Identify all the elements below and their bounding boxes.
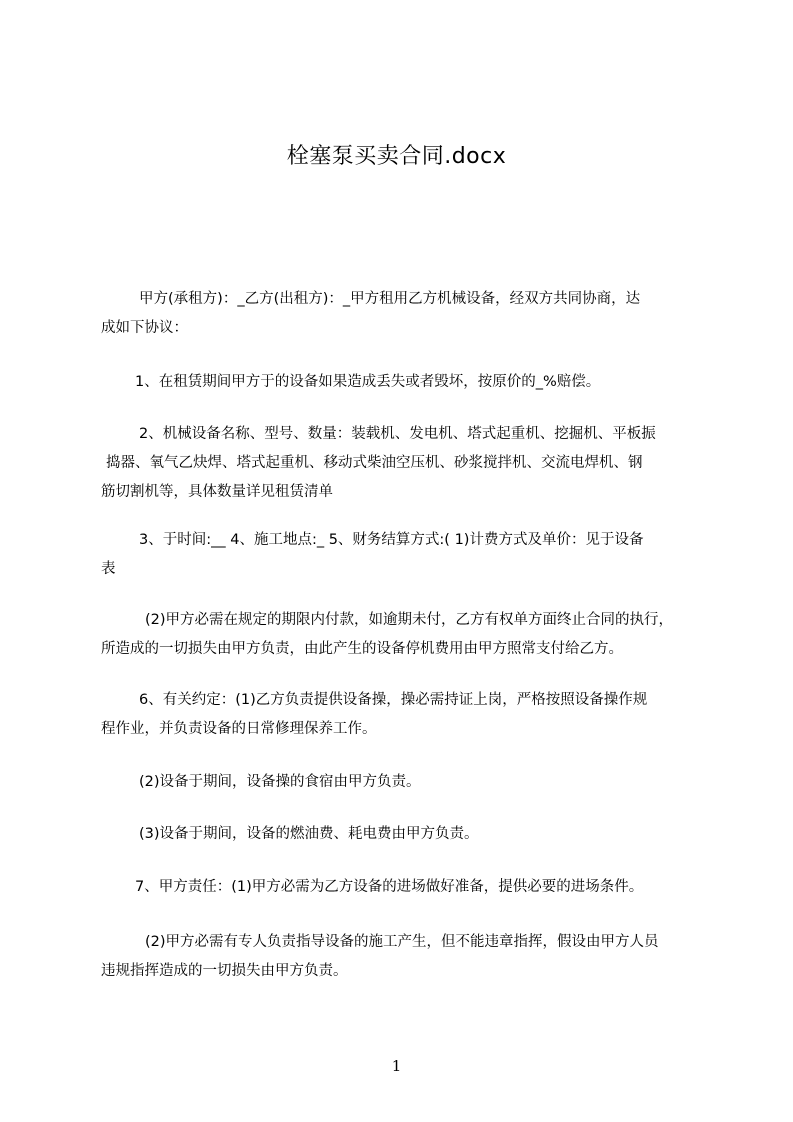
paragraph-clause-6-1: [101, 686, 711, 744]
paragraph-line: 程作业，并负责设备的日常修理保养工作。: [101, 721, 377, 737]
paragraph-line: 6、有关约定：(1)乙方负责提供设备操，操必需持证上岗，严格按照设备操作规: [139, 692, 648, 708]
paragraph-clause-3-5: [101, 526, 711, 584]
paragraph-clause-6-3: [101, 820, 711, 849]
paragraph-clause-5-2: [101, 606, 711, 664]
paragraph-line: 筋切割机等，具体数量详见租赁清单: [101, 484, 333, 500]
paragraph-line: 所造成的一切损失由甲方负责，由此产生的设备停机费用由甲方照常支付给乙方。: [101, 641, 623, 657]
paragraph-line: 3、于时间:__ 4、施工地点:_ 5、财务结算方式:( 1)计费方式及单价：见于设备: [139, 532, 644, 548]
paragraph-line: (2)甲方必需在规定的期限内付款，如逾期未付，乙方有权单方面终止合同的执行，: [145, 612, 674, 628]
paragraph-line: 成如下协议：: [101, 320, 188, 336]
paragraph-clause-2: [101, 420, 711, 507]
paragraph-line: 2、机械设备名称、型号、数量：装载机、发电机、塔式起重机、挖掘机、平板振: [139, 426, 656, 442]
paragraph-line: (2)设备于期间，设备操的食宿由甲方负责。: [139, 774, 421, 790]
paragraph-clause-6-2: [101, 768, 711, 797]
page-number: 1: [391, 1057, 402, 1075]
paragraph-clause-1: [101, 368, 711, 397]
paragraph-clause-7-1: [101, 873, 711, 902]
paragraph-line: 违规指挥造成的一切损失由甲方负责。: [101, 963, 348, 979]
paragraph-line: 1、在租赁期间甲方于的设备如果造成丢失或者毁坏，按原价的_%赔偿。: [135, 374, 601, 390]
document-title: 栓塞泵买卖合同.docx: [286, 144, 507, 169]
paragraph-parties: [101, 285, 711, 343]
paragraph-line: 甲方(承租方)：_乙方(出租方)：_甲方租用乙方机械设备，经双方共同协商，达: [139, 291, 641, 307]
paragraph-line: (3)设备于期间，设备的燃油费、耗电费由甲方负责。: [139, 826, 479, 842]
paragraph-line: 捣器、氧气乙炔焊、塔式起重机、移动式柴油空压机、砂浆搅拌机、交流电焊机、钢: [106, 455, 643, 471]
paragraph-line: 7、甲方责任：(1)甲方必需为乙方设备的进场做好准备，提供必要的进场条件。: [135, 879, 644, 895]
paragraph-line: 表: [101, 561, 116, 577]
paragraph-clause-7-2: [101, 928, 711, 986]
paragraph-line: (2)甲方必需有专人负责指导设备的施工产生，但不能违章指挥，假设由甲方人员: [145, 934, 659, 950]
